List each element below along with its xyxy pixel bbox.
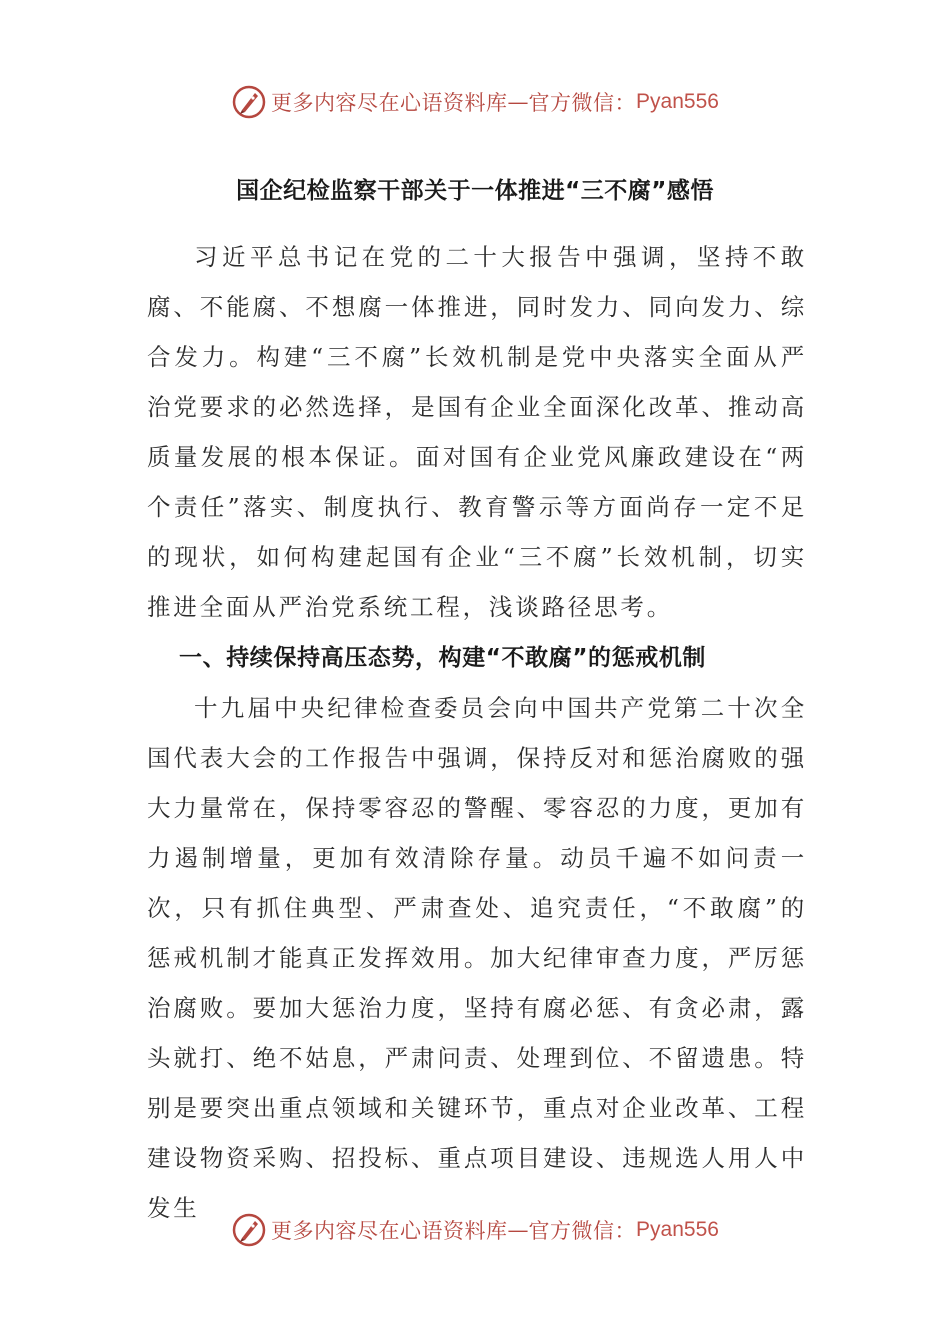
header-banner (0, 82, 950, 122)
banner-wechat-label: 官方微信： (528, 1219, 637, 1243)
document-title: 国企纪检监察干部关于一体推进“三不腐”感悟 (236, 178, 714, 204)
paragraph-section-1: 十九届中央纪律检查委员会向中国共产党第二十次全国代表大会的工作报告中强调，保持反对和惩治腐败的强大力量常在，保持零容忍的警醒、零容忍的力度，更加有力遏制增量，更加有效清除存量。动员千遍不如问责一次，只有抓住典型、严肃查处、追究责任，“不敢腐”的惩戒机制才能真正发挥效用。加大纪律审查力度，严厉惩治腐败。要加大惩治力度，坚持有腐必惩、有贪必肃，露头就打、绝不姑息，严肃问责、处理到位、不留遗患。特别是要突出重点领域和关键环节，重点对企业改革、工程建设物资采购、招投标、重点项目建设、违规选人用人中发生 (147, 694, 807, 1222)
banner-separator: — (507, 90, 529, 114)
pen-nib-logo-icon (231, 84, 267, 120)
pen-nib-logo-icon (231, 1212, 267, 1248)
section-heading-1: 一、持续保持高压态势，构建“不敢腐”的惩戒机制 (179, 645, 707, 671)
banner-wechat-id: Pyan556 (636, 1218, 719, 1241)
banner-text: 更多内容尽在心语资料库 (271, 1219, 508, 1243)
banner-text: 更多内容尽在心语资料库 (271, 91, 508, 115)
footer-banner (0, 1210, 950, 1250)
paragraph-intro: 习近平总书记在党的二十大报告中强调，坚持不敢腐、不能腐、不想腐一体推进，同时发力、同向发力、综合发力。构建“三不腐”长效机制是党中央落实全面从严治党要求的必然选择，是国有企业全面深化改革、推动高质量发展的根本保证。面对国有企业党风廉政建设在“两个责任”落实、制度执行、教育警示等方面尚存一定不足的现状，如何构建起国有企业“三不腐”长效机制，切实推进全面从严治党系统工程，浅谈路径思考。 (147, 243, 807, 621)
banner-separator: — (507, 1218, 529, 1242)
banner-wechat-label: 官方微信： (528, 91, 637, 115)
banner-wechat-id: Pyan556 (636, 90, 719, 113)
